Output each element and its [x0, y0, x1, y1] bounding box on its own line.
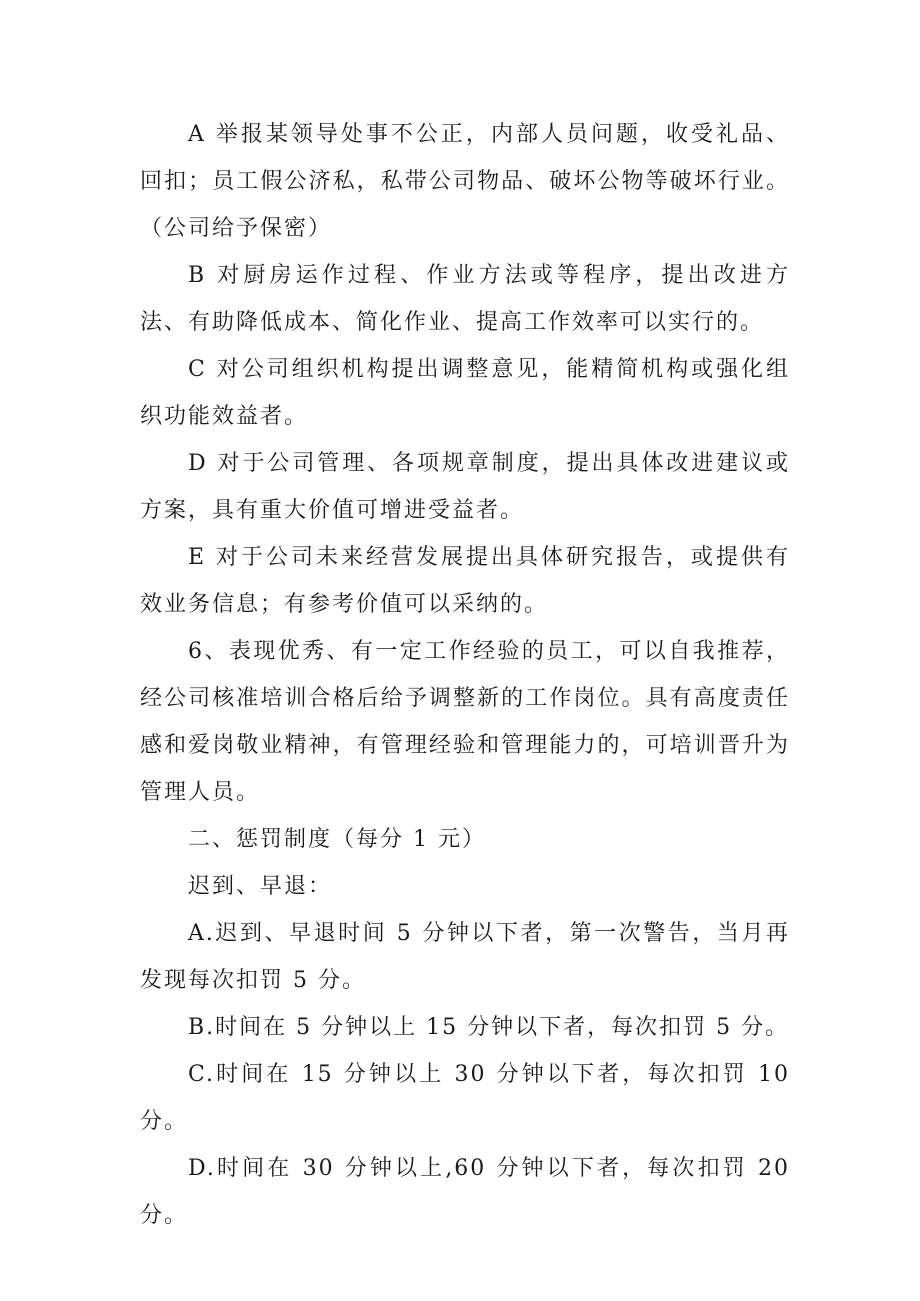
- section-heading-penalty: 二、惩罚制度（每分 1 元）: [188, 827, 486, 852]
- paragraph-future-development: E 对于公司未来经营发展提出具体研究报告，或提供有效业务信息；有参考价值可以采纳的。: [140, 545, 790, 617]
- paragraph-organization-adjustment: C 对公司组织机构提出调整意见，能精简机构或强化组织功能效益者。: [140, 357, 790, 429]
- paragraph-self-recommendation: 6、表现优秀、有一定工作经验的员工，可以自我推荐，经公司核准培训合格后给予调整新的工作岗位。具有高度责任感和爱岗敬业精神，有管理经验和管理能力的，可培训晋升为管理人员。: [140, 639, 790, 805]
- subheading-late-early: 迟到、早退：: [188, 874, 333, 899]
- paragraph-report-misconduct: A 举报某领导处事不公正，内部人员问题，收受礼品、回扣；员工假公济私，私带公司物品、破坏公物等破坏行业。（公司给予保密）: [140, 122, 790, 241]
- rule-item-a: A.迟到、早退时间 5 分钟以下者，第一次警告，当月再发现每次扣罚 5 分。: [140, 921, 790, 993]
- rule-item-b: B.时间在 5 分钟以上 15 分钟以下者，每次扣罚 5 分。: [188, 1015, 790, 1040]
- paragraph-management-suggestion: D 对于公司管理、各项规章制度，提出具体改进建议或方案，具有重大价值可增进受益者。: [140, 451, 790, 523]
- rule-item-c: C.时间在 15 分钟以上 30 分钟以下者，每次扣罚 10 分。: [140, 1062, 790, 1134]
- rule-item-d: D.时间在 30 分钟以上,60 分钟以下者，每次扣罚 20 分。: [140, 1156, 790, 1228]
- document-body: [140, 111, 790, 1239]
- paragraph-kitchen-improvement: B 对厨房运作过程、作业方法或等程序，提出改进方法、有助降低成本、简化作业、提高工作效率可以实行的。: [140, 263, 790, 335]
